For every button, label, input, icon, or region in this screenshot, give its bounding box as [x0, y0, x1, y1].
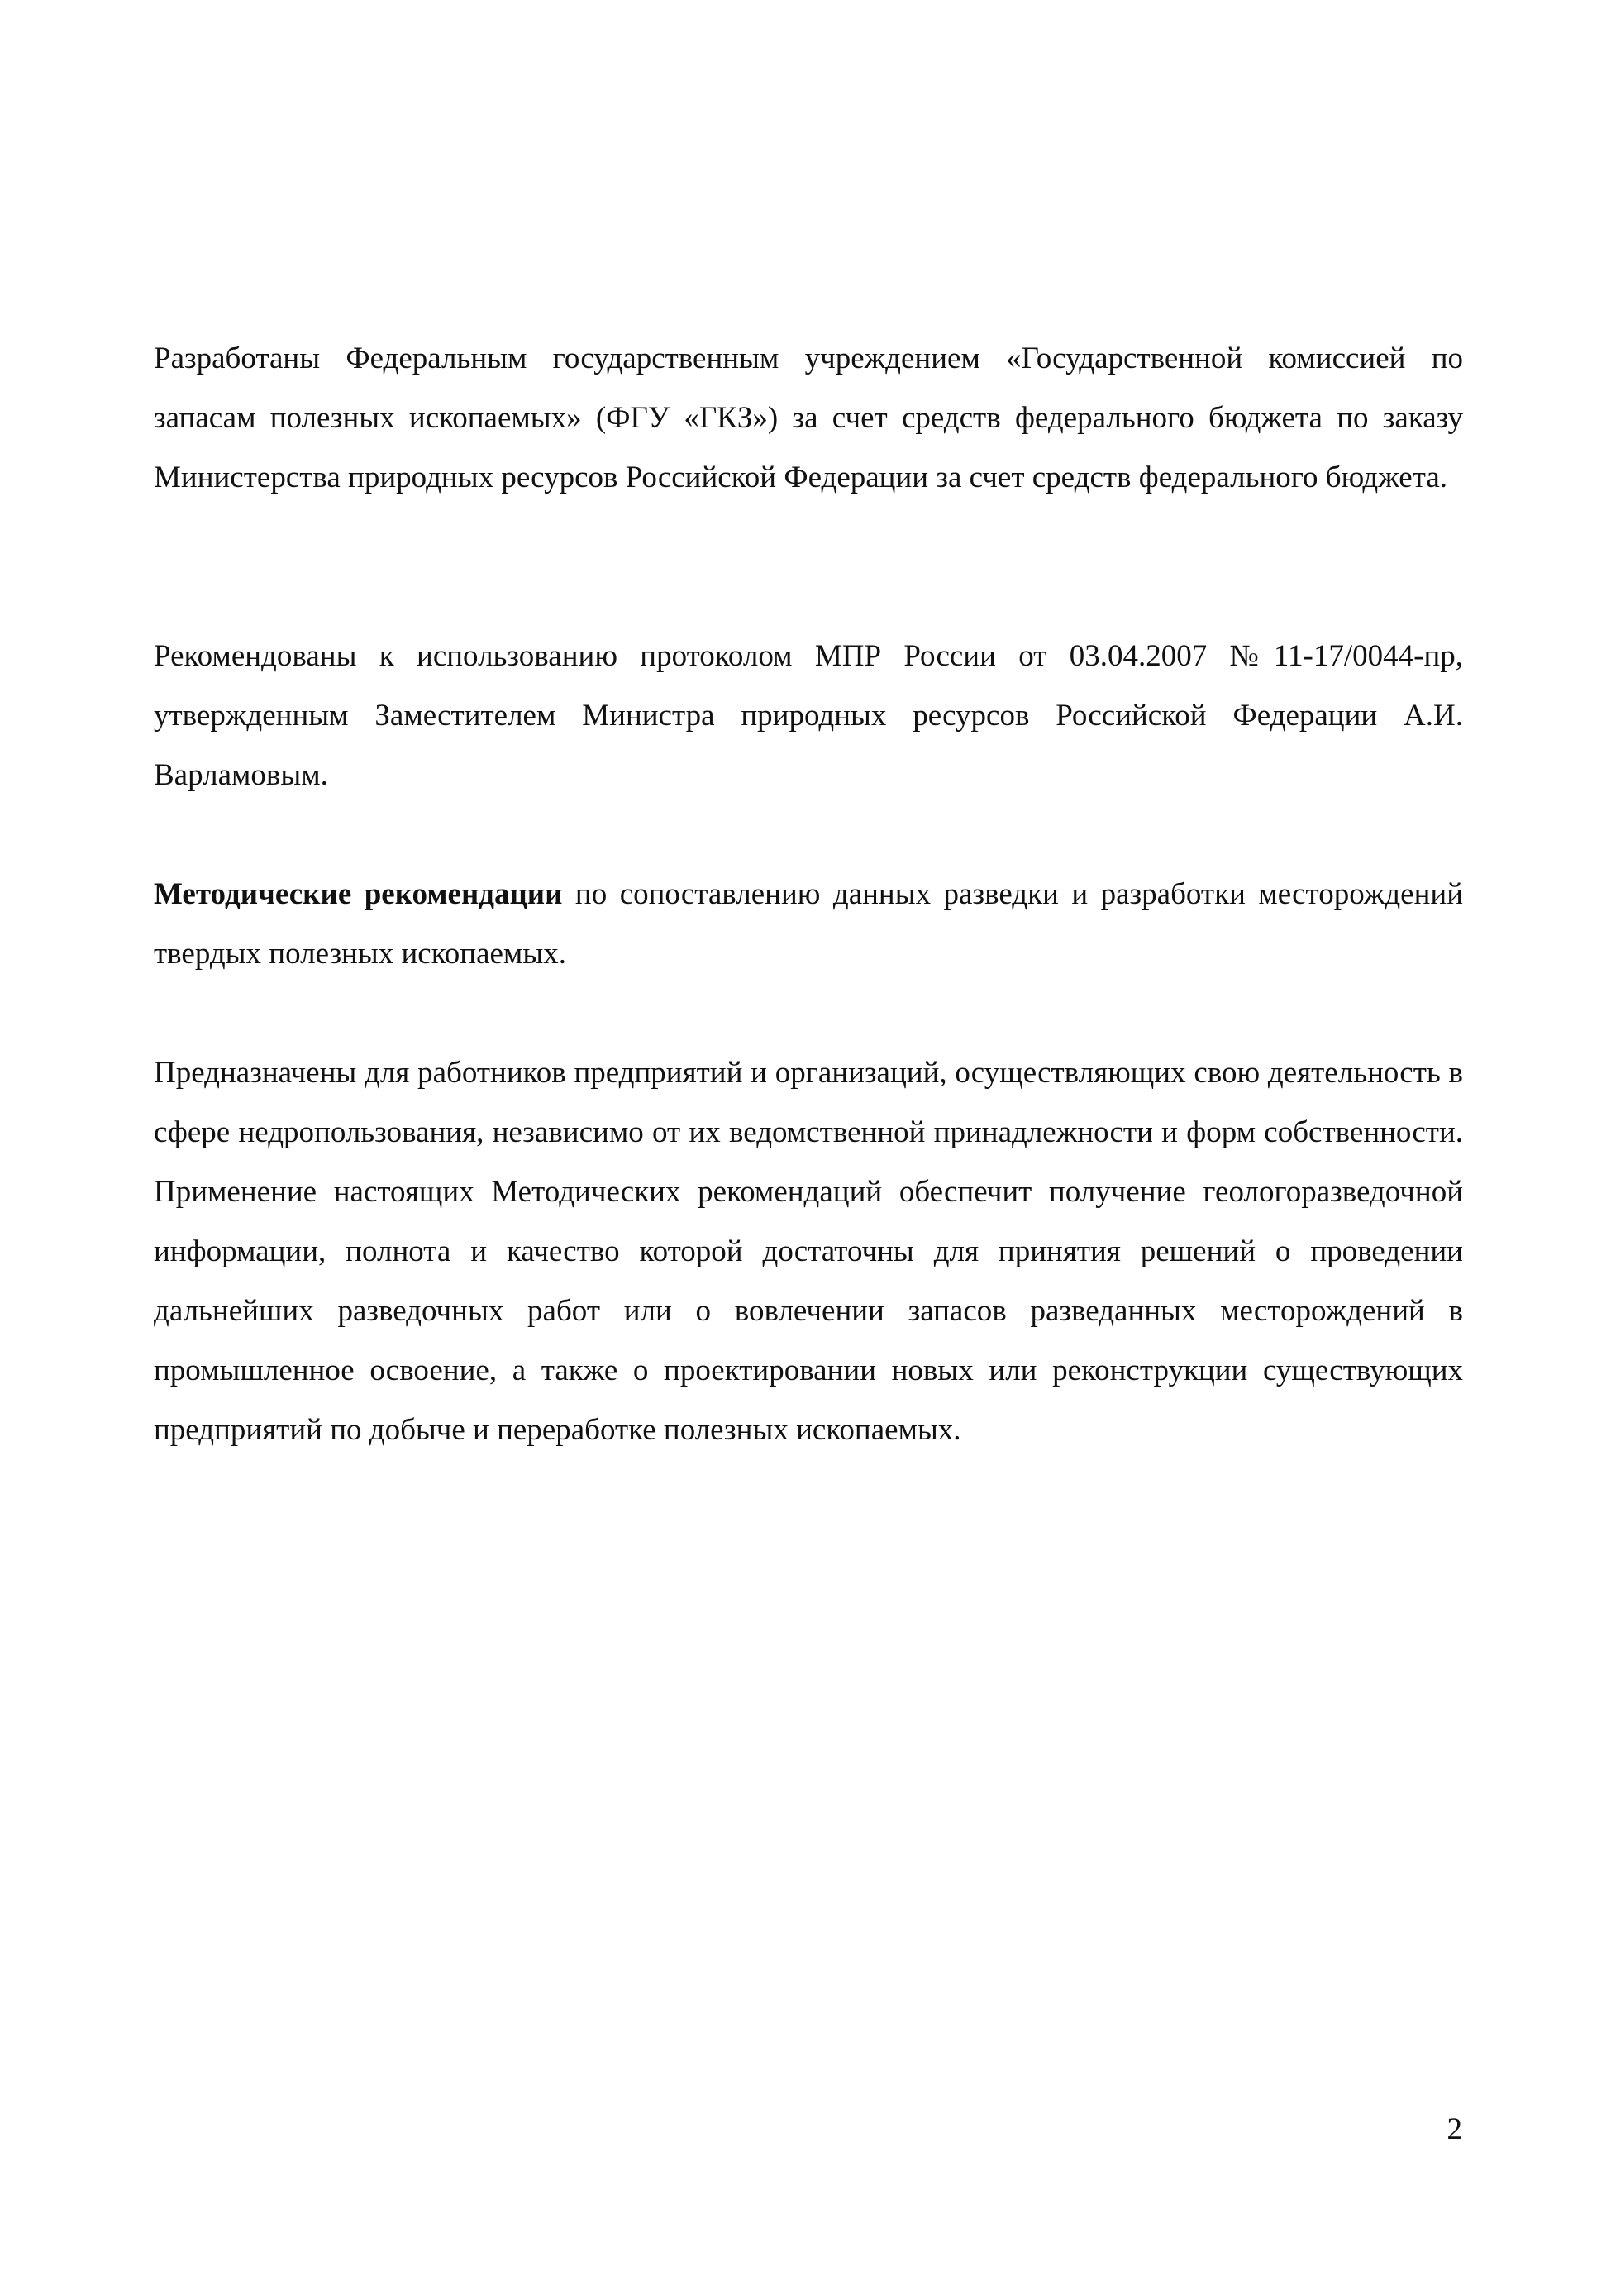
document-title-bold: Методические рекомендации — [154, 877, 563, 911]
developers-paragraph-block — [154, 329, 1463, 508]
developers-paragraph: Разработаны Федеральным государственным учреждением «Государственной комиссией по запасам полезных ископаемых» (ФГУ «ГКЗ») за счет средств федерального бюджета по заказу Министерства природных ресурсов Российской Федерации за счет средств федерального бюджета. — [154, 341, 1463, 494]
document-title-paragraph-block — [154, 865, 1463, 984]
document-title-paragraph — [154, 865, 1463, 984]
purpose-paragraph-block — [154, 1043, 1463, 1460]
document-title-rest: по сопоставлению данных разведки и разработки месторождений твердых полезных ископаемых. — [154, 877, 1463, 971]
purpose-paragraph: Предназначены для работников предприятий и организаций, осуществляющих свою деятельность в сфере недропользования, независимо от их ведомственной принадлежности и форм собственности. Применение настоящих Методических рекомендаций обеспечит получение геологоразведочной информации, полнота и качество которой достаточны для принятия решений о проведении дальнейших разведочных работ или о вовлечении запасов разведанных месторождений в промышленное освоение, а также о проектировании новых или реконструкции существующих предприятий по добыче и переработке полезных ископаемых. — [154, 1056, 1463, 1447]
recommended-paragraph-block — [154, 627, 1463, 805]
page-number: 2 — [1447, 2112, 1462, 2146]
recommended-paragraph: Рекомендованы к использованию протоколом МПР России от 03.04.2007 №11-17/0044-пр, утвержденным Заместителем Министра природных ресурсов Российской Федерации А.И. Варламовым. — [154, 639, 1463, 792]
